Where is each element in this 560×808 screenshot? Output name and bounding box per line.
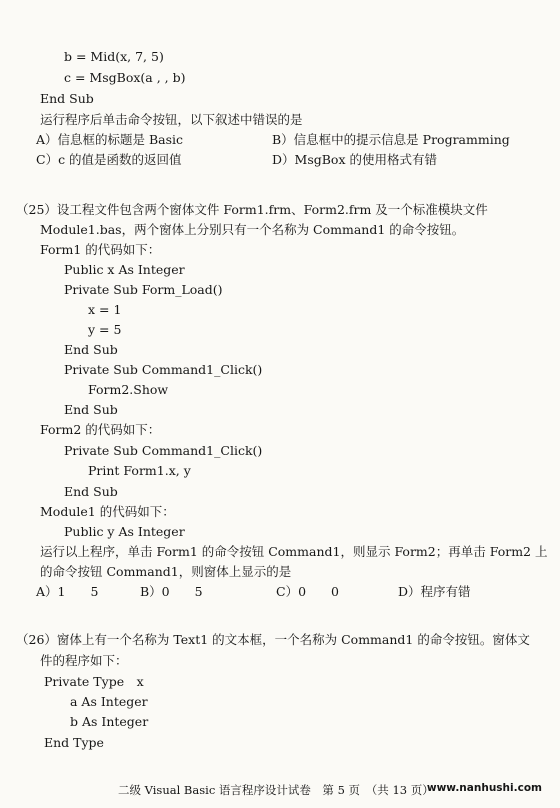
option-b: B）0 5 [140,584,203,599]
option-d: D）程序有错 [398,584,471,599]
option-d: D）MsgBox 的使用格式有错 [272,152,437,167]
question-25-ask-cont: 的命令按钮 Command1，则窗体上显示的是 [40,564,292,579]
site-watermark: www.nanhushi.com [426,782,542,794]
question-stem: 运行程序后单击命令按钮，以下叙述中错误的是 [40,112,303,127]
code-line: b = Mid(x, 7, 5) [64,49,164,64]
code-line: Private Type x [44,674,144,689]
code-line: End Sub [64,484,118,499]
code-line: End Sub [64,402,118,417]
page-number-info: 二级 Visual Basic 语言程序设计试卷 第 5 页 （共 13 页） [118,783,434,797]
option-a: A）1 5 [36,584,99,599]
form1-label: Form1 的代码如下： [40,242,161,257]
question-25-stem-cont: Module1.bas，两个窗体上分别只有一个名称为 Command1 的命令按钮。 [40,222,465,237]
code-line: y = 5 [88,322,122,337]
code-line: a As Integer [70,694,148,709]
code-line: Form2.Show [88,382,169,397]
question-26-stem-cont: 件的程序如下： [40,653,128,668]
option-b: B）信息框中的提示信息是 Programming [272,132,510,147]
code-line: x = 1 [88,302,122,317]
form2-label: Form2 的代码如下： [40,422,161,437]
code-line: Private Sub Command1_Click() [64,362,263,377]
code-line: b As Integer [70,714,149,729]
option-c: C）c 的值是函数的返回值 [36,152,182,167]
question-25-stem: （25）设工程文件包含两个窗体文件 Form1.frm、Form2.frm 及一个标准模块文件 [16,202,488,217]
option-c: C）0 0 [276,584,339,599]
code-line: Print Form1.x, y [88,463,191,478]
code-line: Public x As Integer [64,262,185,277]
option-a: A）信息框的标题是 Basic [36,132,184,147]
module1-label: Module1 的代码如下： [40,504,175,519]
code-line: Private Sub Command1_Click() [64,443,263,458]
code-line: Public y As Integer [64,524,185,539]
question-26-stem: （26）窗体上有一个名称为 Text1 的文本框，一个名称为 Command1 的命令按钮。窗体文 [16,632,530,647]
code-line: Private Sub Form_Load() [64,282,223,297]
code-line: End Type [44,735,104,750]
question-25-ask: 运行以上程序，单击 Form1 的命令按钮 Command1，则显示 Form2；再单击 Form2 上 [40,544,548,559]
code-line: End Sub [40,91,94,106]
code-line: End Sub [64,342,118,357]
code-line: c = MsgBox(a , , b) [64,70,186,85]
